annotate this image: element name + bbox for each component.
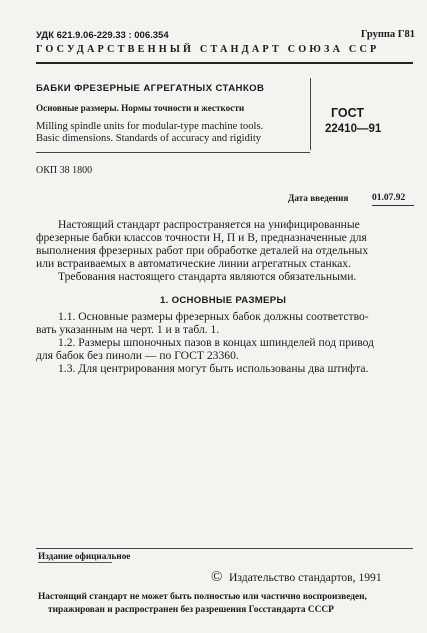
group-code: Группа Г81 bbox=[360, 29, 415, 40]
gost-label: ГОСТ bbox=[331, 106, 364, 120]
okp-code: ОКП 38 1800 bbox=[36, 165, 93, 176]
gost-number: 22410—91 bbox=[325, 123, 382, 135]
intro-date-label: Дата введения bbox=[288, 193, 349, 203]
footer-rule bbox=[36, 548, 413, 549]
title-block-divider bbox=[310, 78, 311, 150]
copyright-text: Издательство стандартов, 1991 bbox=[229, 571, 382, 584]
reproduction-notice-line1: Настоящий стандарт не может быть полностью или частично воспроизведен, bbox=[38, 592, 367, 602]
edition-underline bbox=[38, 562, 112, 563]
title-block-rule bbox=[36, 152, 310, 153]
copyright-icon: © bbox=[211, 569, 223, 585]
intro-line: выполнения фрезерных работ при обработке деталей на отдельных bbox=[36, 244, 369, 257]
item-line: вать указанным на черт. 1 и в табл. 1. bbox=[36, 323, 220, 336]
reproduction-notice-line2: тиражирован и распространен без разрешения Госстандарта СССР bbox=[48, 605, 334, 615]
section-title: 1. ОСНОВНЫЕ РАЗМЕРЫ bbox=[160, 295, 287, 306]
intro-line: Настоящий стандарт распространяется на унифицированные bbox=[58, 218, 360, 231]
item-line: для бабок без пиноли — по ГОСТ 23360. bbox=[36, 349, 239, 362]
item-line: 1.3. Для центрирования могут быть использованы два штифта. bbox=[58, 362, 369, 375]
standard-title-en-line2: Basic dimensions. Standards of accuracy and rigidity bbox=[36, 133, 262, 144]
standard-title-en-line1: Milling spindle units for modular-type machine tools. bbox=[36, 121, 264, 132]
standard-title-ru: БАБКИ ФРЕЗЕРНЫЕ АГРЕГАТНЫХ СТАНКОВ bbox=[36, 83, 265, 94]
header-rule bbox=[36, 62, 413, 64]
intro-line: Требования настоящего стандарта являются обязательными. bbox=[58, 270, 357, 283]
item-line: 1.2. Размеры шпоночных пазов в концах шпинделей под привод bbox=[58, 336, 374, 349]
intro-date-underline bbox=[372, 205, 414, 206]
edition-label: Издание официальное bbox=[38, 551, 131, 561]
udc-code: УДК 621.9.06-229.33 : 006.354 bbox=[36, 30, 169, 41]
intro-line: или встраиваемых в автоматические линии агрегатных станках. bbox=[36, 257, 352, 270]
intro-date-value: 01.07.92 bbox=[372, 193, 406, 203]
intro-line: фрезерные бабки классов точности Н, П и В, предназначенные для bbox=[36, 231, 367, 244]
state-standard-banner: ГОСУДАРСТВЕННЫЙ СТАНДАРТ СОЮЗА ССР bbox=[36, 44, 380, 55]
standard-subtitle-ru: Основные размеры. Нормы точности и жесткости bbox=[36, 103, 245, 113]
item-line: 1.1. Основные размеры фрезерных бабок должны соответство- bbox=[58, 310, 369, 323]
